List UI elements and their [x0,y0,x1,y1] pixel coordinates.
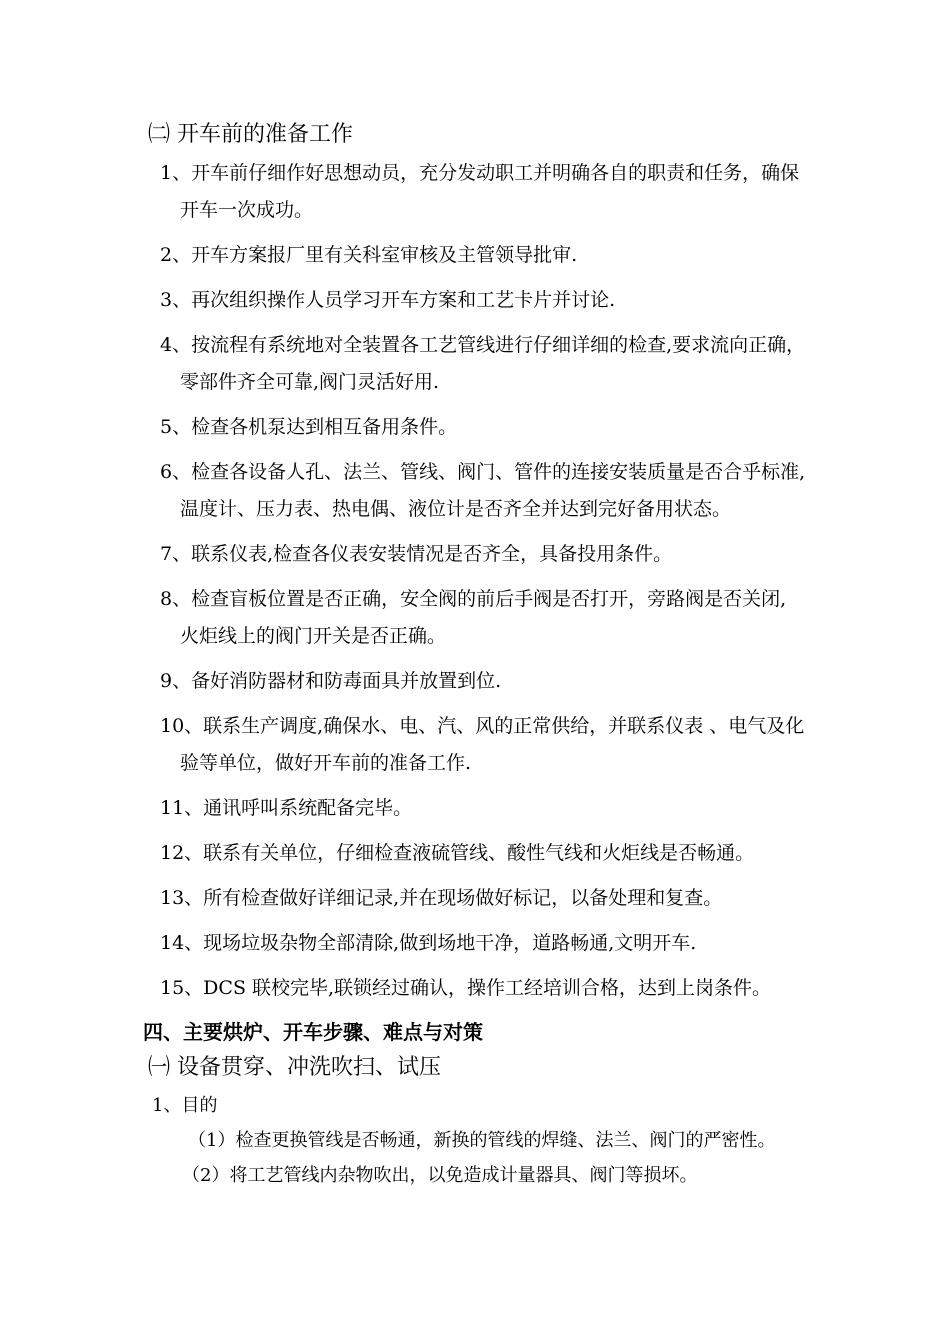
point-1-detail-2: （2）将工艺管线内杂物吹出，以免造成计量器具、阀门等损坏。 [182,1165,698,1186]
list-item-line: 10、联系生产调度,确保水、电、汽、风的正常供给，并联系仪表 、电气及化 [160,715,805,737]
list-item-line: 7、联系仪表,检查各仪表安装情况是否齐全，具备投用条件。 [160,543,673,565]
list-item [160,536,805,573]
list-item-line: 14、现场垃圾杂物全部清除,做到场地干净，道路畅通,文明开车. [160,932,697,954]
list-item [160,454,805,528]
list-item [160,327,805,401]
list-item-line: 2、开车方案报厂里有关科室审核及主管领导批审. [160,244,578,266]
list-item [160,282,805,319]
list-item-continuation: 零部件齐全可靠,阀门灵活好用. [180,371,440,393]
list-item [160,790,805,827]
section-4 [143,1015,775,1193]
list-item-continuation: 火炬线上的阀门开关是否正确。 [180,625,447,647]
list-item-continuation: 开车一次成功。 [180,199,314,221]
list-item [160,835,805,872]
list-item-line: 6、检查各设备人孔、法兰、管线、阀门、管件的连接安装质量是否合乎标准, [160,461,806,483]
list-item [160,237,805,274]
point-1-detail-1: （1）检查更换管线是否畅通，新换的管线的焊缝、法兰、阀门的严密性。 [188,1130,776,1151]
list-item-line: 11、通讯呼叫系统配备完毕。 [160,797,413,819]
list-item [160,708,805,782]
list-item-line: 15、DCS 联校完毕,联锁经过确认，操作工经培训合格，达到上岗条件。 [160,977,772,999]
list-item [160,970,805,1007]
list-item-line: 13、所有检查做好详细记录,并在现场做好标记，以备处理和复查。 [160,887,723,909]
list-item-continuation: 温度计、压力表、热电偶、液位计是否齐全并达到完好备用状态。 [180,498,732,520]
list-item [160,409,805,446]
preparation-heading: ㈡ 开车前的准备工作 [148,122,353,147]
list-item [160,155,805,229]
list-item-line: 12、联系有关单位，仔细检查液硫管线、酸性气线和火炬线是否畅通。 [160,842,755,864]
subsection-1-title: ㈠ 设备贯穿、冲洗吹扫、试压 [148,1055,441,1080]
list-item-line: 1、开车前仔细作好思想动员，充分发动职工并明确各自的职责和任务，确保 [160,162,800,184]
list-item-line: 5、检查各机泵达到相互备用条件。 [160,416,458,438]
list-item-line: 8、检查盲板位置是否正确，安全阀的前后手阀是否打开，旁路阀是否关闭, [160,588,787,610]
list-item-line: 4、按流程有系统地对全装置各工艺管线进行仔细详细的检查,要求流向正确， [160,334,806,356]
list-item-continuation: 验等单位，做好开车前的准备工作. [180,752,472,774]
list-item [160,925,805,962]
list-item-line: 9、备好消防器材和防毒面具并放置到位. [160,670,502,692]
preparation-list [160,155,805,1015]
list-item [160,663,805,700]
point-1-title: 1、目的 [152,1095,218,1116]
list-item-line: 3、再次组织操作人员学习开车方案和工艺卡片并讨论. [160,289,616,311]
list-item [160,581,805,655]
list-item [160,880,805,917]
section-4-title: 四、主要烘炉、开车步骤、难点与对策 [143,1020,483,1044]
